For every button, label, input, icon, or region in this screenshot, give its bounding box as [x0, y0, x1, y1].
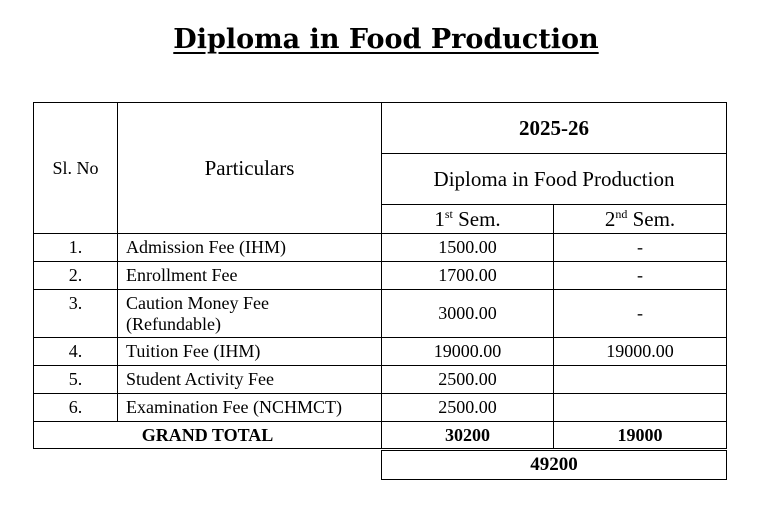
fee-table	[33, 102, 727, 449]
row-sem2	[554, 366, 727, 394]
grand-total-sem1: 30200	[382, 422, 554, 449]
row-sem1: 3000.00	[382, 290, 554, 338]
table-row	[34, 290, 727, 338]
table-row	[34, 394, 727, 422]
grand-total-row	[34, 422, 727, 449]
header-sem1: 1st Sem.	[382, 205, 554, 234]
table-row	[34, 338, 727, 366]
row-sem1: 1500.00	[382, 234, 554, 262]
table-row	[34, 366, 727, 394]
row-sl: 4.	[34, 338, 118, 366]
row-sl: 2.	[34, 262, 118, 290]
row-sem2: -	[554, 234, 727, 262]
header-year: 2025-26	[382, 103, 727, 154]
header-course: Diploma in Food Production	[382, 154, 727, 205]
row-particular: Student Activity Fee	[118, 366, 382, 394]
header-particulars: Particulars	[118, 103, 382, 234]
row-sem1: 2500.00	[382, 366, 554, 394]
row-particular: Enrollment Fee	[118, 262, 382, 290]
row-sem2: 19000.00	[554, 338, 727, 366]
row-sem2	[554, 394, 727, 422]
row-sem1: 19000.00	[382, 338, 554, 366]
row-sem1: 1700.00	[382, 262, 554, 290]
row-particular: Tuition Fee (IHM)	[118, 338, 382, 366]
combined-total: 49200	[382, 451, 727, 480]
page-title: Diploma in Food Production	[173, 24, 599, 55]
row-particular: Caution Money Fee (Refundable)	[118, 290, 382, 338]
grand-total-label: GRAND TOTAL	[34, 422, 382, 449]
row-sl: 5.	[34, 366, 118, 394]
row-sl: 3.	[34, 290, 118, 338]
row-particular: Examination Fee (NCHMCT)	[118, 394, 382, 422]
row-sl: 6.	[34, 394, 118, 422]
row-sem1: 2500.00	[382, 394, 554, 422]
row-sl: 1.	[34, 234, 118, 262]
grand-total-sem2: 19000	[554, 422, 727, 449]
table-row	[34, 234, 727, 262]
header-sl-no: Sl. No	[34, 103, 118, 234]
header-sem2: 2nd Sem.	[554, 205, 727, 234]
table-row	[34, 262, 727, 290]
row-sem2: -	[554, 290, 727, 338]
row-particular: Admission Fee (IHM)	[118, 234, 382, 262]
combined-total-table	[381, 450, 727, 480]
row-sem2: -	[554, 262, 727, 290]
